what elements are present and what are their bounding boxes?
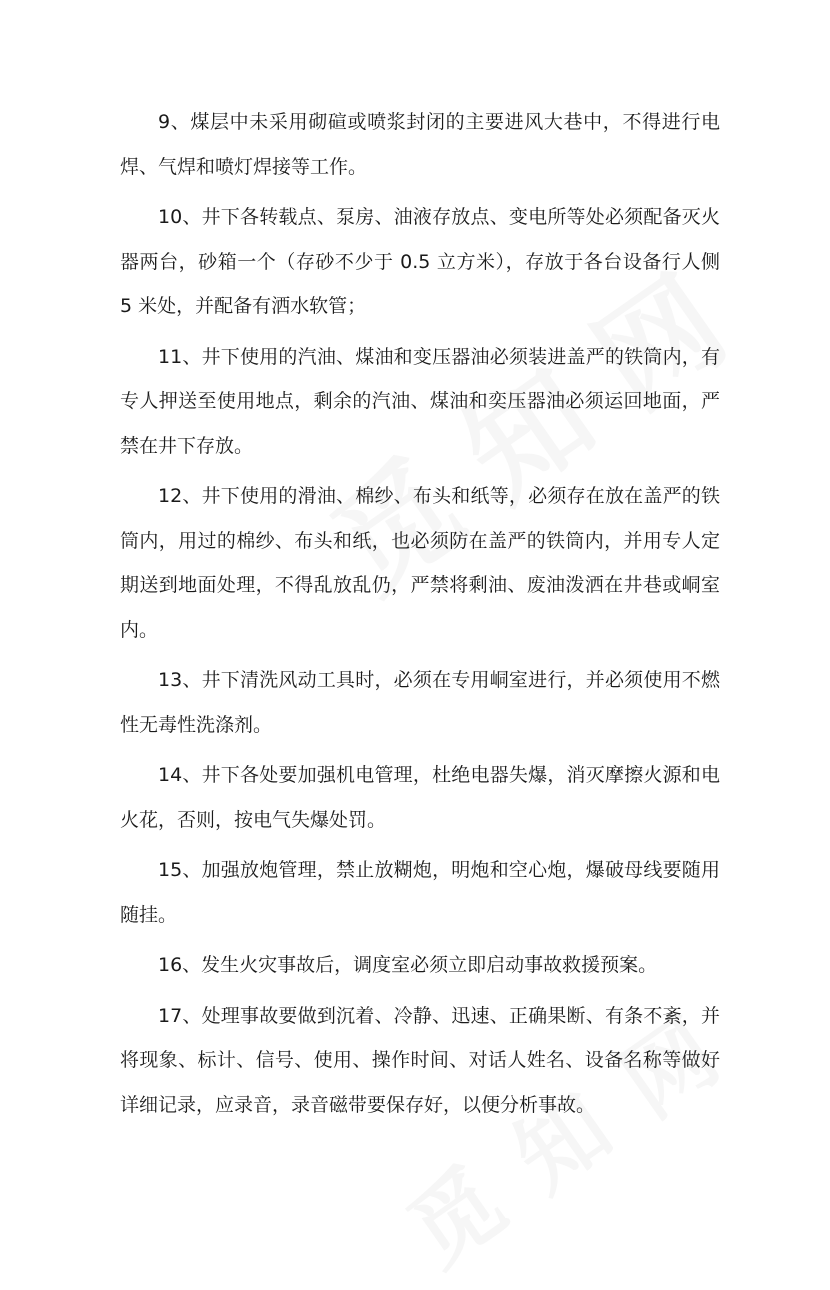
paragraph-item-14: 14、井下各处要加强机电管理，杜绝电器失爆，消灭摩擦火源和电火花，否则，按电气失爆处罚。 xyxy=(120,764,720,831)
paragraph-item-10: 10、井下各转载点、泵房、油液存放点、变电所等处必须配备灭火器两台，砂箱一个（存砂不少于 0.5 立方米），存放于各台设备行人侧 5 米处，并配备有洒水软管； xyxy=(120,206,720,317)
paragraph-item-16: 16、发生火灾事故后，调度室必须立即启动事故救援预案。 xyxy=(158,954,658,976)
paragraph-item-12: 12、井下使用的滑油、棉纱、布头和纸等，必须存在放在盖严的铁筒内，用过的棉纱、布头和纸，也必须防在盖严的铁筒内，并用专人定期送到地面处理，不得乱放乱仍，严禁将剩油、废油泼洒在井巷或峒室内。 xyxy=(120,485,720,641)
paragraph-item-17: 17、处理事故要做到沉着、冷静、迅速、正确果断、有条不紊，并将现象、标计、信号、使用、操作时间、对话人姓名、设备名称等做好详细记录，应录音，录音磁带要保存好，以便分析事故。 xyxy=(120,1004,720,1116)
document-body xyxy=(120,100,720,1133)
paragraph-item-13: 13、井下清洗风动工具时，必须在专用峒室进行，并必须使用不燃性无毒性洗涤剂。 xyxy=(120,669,720,736)
paragraph-item-11: 11、井下使用的汽油、煤油和变压器油必须装进盖严的铁筒内，有专人押送至使用地点，剩余的汽油、煤油和奕压器油必须运回地面，严禁在井下存放。 xyxy=(120,345,720,457)
paragraph-item-9: 9、煤层中未采用砌碹或喷浆封闭的主要进风大巷中，不得进行电焊、气焊和喷灯焊接等工作。 xyxy=(120,111,720,178)
paragraph-item-15: 15、加强放炮管理，禁止放糊炮，明炮和空心炮，爆破母线要随用随挂。 xyxy=(120,859,720,926)
